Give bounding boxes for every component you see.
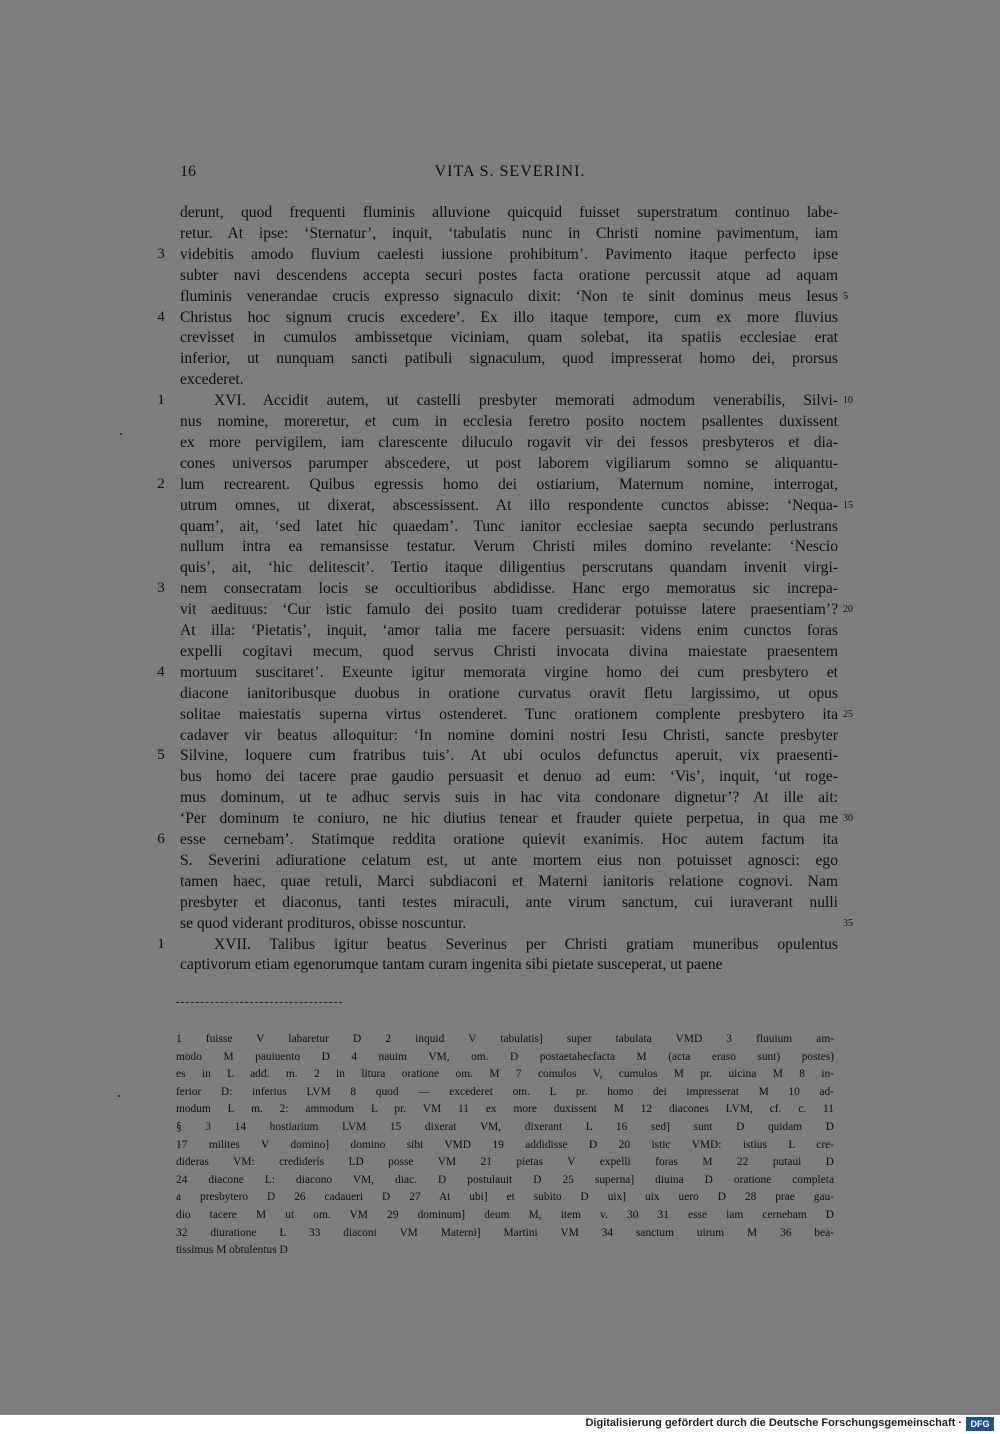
- page-header: [180, 163, 840, 185]
- line-reference-number: 10: [843, 395, 853, 406]
- text-line: expelli cogitavi mecum, quod servus Christi invocata divina maiestate praesentem: [180, 643, 838, 660]
- text-line: bus homo dei tacere prae gaudio persuasit et denuo ad eum: ‘Vis’, inquit, ‘ut roge-: [180, 768, 838, 785]
- text-line: crevisset in cumulos ambissetque viciniam, quam solebat, ita spatiis ecclesiae erat: [180, 329, 838, 346]
- text-line: XVII. Talibus igitur beatus Severinus per Christi gratiam muneribus opulentus: [214, 936, 838, 953]
- note-line: modo M pauiuento D 4 nauim VM, om. D postaetahecfacta M (acta eraso sunt) postes): [176, 1051, 834, 1063]
- note-line: § 3 14 hostiarium LVM 15 dixerat VM, dixerant L 16 sed] sunt D quidam D: [176, 1121, 834, 1133]
- running-title: VITA S. SEVERINI.: [434, 163, 586, 180]
- text-line: esse cernebam’. Statimque reddita oratione quievit exanimis. Hoc autem factum ita: [180, 831, 838, 848]
- section-number: 6: [157, 831, 165, 847]
- text-line: fluminis venerandae crucis expresso signaculo dixit: ‘Non te sinit dominus meus Iesus: [180, 288, 838, 305]
- text-line: nus nomine, moreretur, et cum in ecclesia feretro posito noctem psallentes duxissent: [180, 413, 838, 430]
- text-line: derunt, quod frequenti fluminis alluvione quicquid fuisset superstratum continuo labe-: [180, 204, 838, 221]
- line-reference-number: 5: [843, 291, 848, 302]
- note-line: 17 milites V domino] domino sibi VMD 19 addidisse D 20 istic VMD: istius L cre-: [176, 1139, 834, 1151]
- section-number: 1: [157, 936, 165, 952]
- note-line: es in L add. m. 2 in litura oratione om. M 7 comulos V, cumulos M pr. uicina M 8 in-: [176, 1068, 834, 1080]
- line-reference-number: 35: [843, 918, 853, 929]
- note-line: dio tacere M ut om. VM 29 dominum] deum M, item v. 30 31 esse iam cernebam D: [176, 1209, 834, 1221]
- text-line: ‘Per dominum te coniuro, ne hic diutius tenear et frauder quiete perpetua, in qua me: [180, 810, 838, 827]
- line-reference-number: 20: [843, 604, 853, 615]
- text-line: tamen haec, quae retuli, Marci subdiaconi et Materni ianitoris relatione cognovi. Nam: [180, 873, 838, 890]
- text-line: utrum omnes, ut dixerat, abscessissent. At illo respondente cunctos abisse: ‘Nequa-: [180, 497, 838, 514]
- text-line: inferior, ut nunquam sancti patibuli signaculum, quod impresserat homo dei, prorsus: [180, 350, 838, 367]
- note-line: modum L m. 2: ammodum L pr. VM 11 ex more duxissent M 12 diacones LVM, cf. c. 11: [176, 1103, 834, 1115]
- page-number: 16: [180, 163, 196, 180]
- section-number: 4: [157, 664, 165, 680]
- text-line: ex more pervigilem, iam clarescente diluculo rogavit vir dei fessos presbyteros et dia-: [180, 434, 838, 451]
- text-line: At illa: ‘Pietatis’, inquit, ‘amor talia me facere persuasit: videns enim cunctos foras: [180, 622, 838, 639]
- text-line: subter navi descendens accepta securi postes facta oratione percussit atque ad aquam: [180, 267, 838, 284]
- text-line: Christus hoc signum crucis excedere’. Ex illo itaque tempore, cum ex more fluvius: [180, 309, 838, 326]
- line-reference-number: 15: [843, 500, 853, 511]
- text-line: mortuum suscitaret’. Exeunte igitur memorata virgine homo dei cum presbytero et: [180, 664, 838, 681]
- text-line: videbitis amodo fluvium caelesti iussione prohibitum’. Pavimento itaque perfecto ipse: [180, 246, 838, 263]
- footer-bar: [0, 1415, 1000, 1434]
- text-line: captivorum etiam egenorumque tantam curam ingenita sibi pietate susceperat, ut paene: [180, 956, 723, 973]
- text-line: quam’, ait, ‘sed latet hic quaedam’. Tunc ianitor ecclesiae saepta secundo perlustrans: [180, 518, 838, 535]
- text-line: solitae maiestatis superna virtus ostenderet. Tunc orationem complente presbytero ita: [180, 706, 838, 723]
- text-line: nullum intra ea remansisse testatur. Verum Christi miles domino revelante: ‘Nescio: [180, 538, 838, 555]
- section-number: 2: [157, 476, 165, 492]
- note-line: tissimus M obtulentus D: [176, 1244, 288, 1256]
- dfg-logo: DFG: [966, 1417, 994, 1431]
- text-line: presbyter et diaconus, tanti testes miraculi, ante virum sanctum, cui iuraverant nulli: [180, 894, 838, 911]
- note-line: 24 diacone L: diacono VM, diac. D postulauit D 25 superna] diuina D oratione completa: [176, 1174, 834, 1186]
- section-number: 3: [157, 580, 165, 596]
- text-line: vit aedituus: ‘Cur istic famulo dei posito tuam crediderar potuisse latere praesentiam’?: [180, 601, 838, 618]
- section-number: 4: [157, 309, 165, 325]
- line-reference-number: 30: [843, 813, 853, 824]
- text-line: XVI. Accidit autem, ut castelli presbyter memorati admodum venerabilis, Silvi-: [214, 392, 838, 409]
- note-line: 1 fuisse V labaretur D 2 inquid V tabulatis] super tabulata VMD 3 fluuium am-: [176, 1033, 834, 1045]
- note-line: 32 diuratione L 33 diaconi VM Materni] Martini VM 34 sanctum uirum M 36 bea-: [176, 1227, 834, 1239]
- text-line: nem consecratam locis se occultioribus abdidisse. Hanc ergo memoratus sic increpa-: [180, 580, 838, 597]
- note-line: ferior D: inferius LVM 8 quod — excederet om. L pr. homo dei impresserat M 10 ad-: [176, 1086, 834, 1098]
- text-line: cadaver vir beatus alloquitur: ‘In nomine domini nostri Iesu Christi, sancte presbyter: [180, 727, 838, 744]
- text-line: mus dominum, ut te adhuc servis suis in hac vita condonare dignetur’? At ille ait:: [180, 789, 838, 806]
- section-number: 3: [157, 246, 165, 262]
- line-reference-number: 25: [843, 709, 853, 720]
- section-number: 5: [157, 747, 165, 763]
- note-line: a presbytero D 26 cadaueri D 27 At ubi] et subito D uix] uix uero D 28 prae gau-: [176, 1191, 834, 1203]
- section-number: 1: [157, 392, 165, 408]
- note-line: dideras VM: crediderís LD posse VM 21 pietas V expelli foras M 22 putaui D: [176, 1156, 834, 1168]
- text-line: retur. At ipse: ‘Sternatur’, inquit, ‘tabulatis nunc in Christi nomine pavimentum, iam: [180, 225, 838, 242]
- footnote-rule: [176, 1002, 342, 1003]
- text-line: S. Severini adiuratione celatum est, ut ante mortem eius non potuisset agnosci: ego: [180, 852, 838, 869]
- text-line: quis’, ait, ‘hic delitescit’. Tertio itaque diligentius perscrutans quandam invenit virgi-: [180, 559, 838, 576]
- text-line: lum recrearent. Quibus egressis homo dei ostiarium, Maternum nomine, interrogat,: [180, 476, 838, 493]
- scan-speck: [120, 433, 122, 435]
- text-line: excederet.: [180, 371, 244, 388]
- scan-speck: [118, 1095, 120, 1097]
- text-line: cones universos parumper abscedere, ut post laborem vigiliarum somno se aliquantu-: [180, 455, 838, 472]
- text-line: diacone ianitoribusque duobus in oratione curvatus oravit fletu largissimo, ut opus: [180, 685, 838, 702]
- text-line: se quod viderant prodituros, obisse noscuntur.: [180, 915, 467, 932]
- text-line: Silvine, loquere cum fratribus tuis’. At ubi oculos defunctus aperuit, vix praesenti-: [180, 747, 838, 764]
- funding-note: Digitalisierung gefördert durch die Deutsche Forschungsgemeinschaft ·: [585, 1417, 962, 1429]
